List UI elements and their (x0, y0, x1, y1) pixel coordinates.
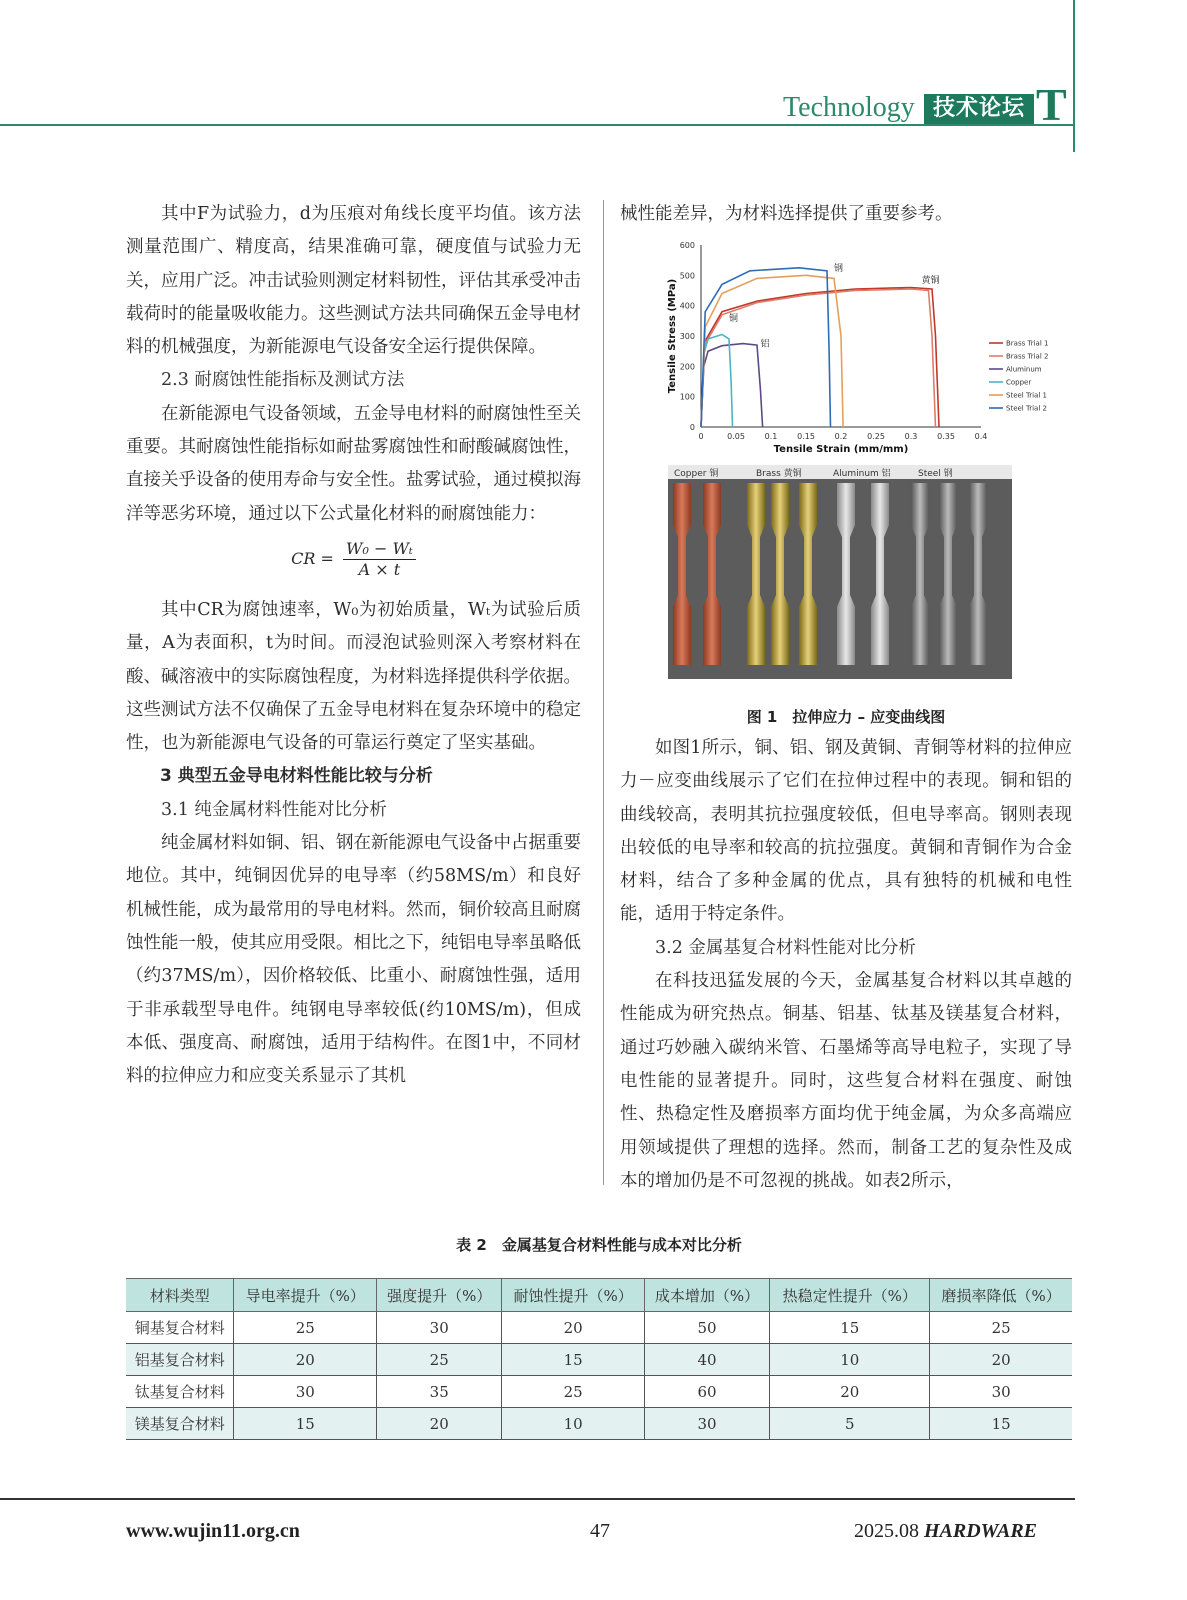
table-cell: 5 (770, 1408, 930, 1440)
table-header-cell: 导电率提升（%） (234, 1279, 377, 1312)
table-cell: 15 (234, 1408, 377, 1440)
section-heading: 2.3 耐腐蚀性能指标及测试方法 (161, 370, 405, 391)
formula-denominator: A × t (358, 559, 401, 579)
header-logo-letter: T (1036, 79, 1067, 130)
paragraph: 如图1所示，铜、铝、钢及黄铜、青铜等材料的拉伸应力－应变曲线展示了它们在拉伸过程中的表现。铜和铝的曲线较高，表明其抗拉强度较低，但电导率高。钢则表现出较低的电导率和较高的抗拉强度。黄铜和青铜作为合金材料，结合了多种金属的优点，具有独特的机械和电性能，适用于特定条件。 (620, 738, 1072, 925)
table-cell: 钛基复合材料 (126, 1376, 234, 1408)
table-cell: 30 (930, 1376, 1072, 1408)
x-tick-label: 0 (698, 432, 704, 441)
photo-label-steel: Steel 钢 (918, 469, 953, 479)
header-category-badge: 技术论坛 (924, 94, 1034, 124)
table-header-cell: 耐蚀性提升（%） (502, 1279, 645, 1312)
formula-lhs: CR = (291, 548, 334, 568)
table-header-cell: 材料类型 (126, 1279, 234, 1312)
table-cell: 铝基复合材料 (126, 1344, 234, 1376)
table-cell: 20 (234, 1344, 377, 1376)
table-cell: 20 (770, 1376, 930, 1408)
table-cell: 30 (377, 1312, 502, 1344)
legend-label: Steel Trial 1 (1006, 391, 1047, 400)
footer-brand: HARDWARE (924, 1520, 1037, 1542)
header-vertical-rule (1073, 0, 1075, 152)
y-tick-label: 0 (689, 423, 695, 432)
table-cell: 25 (377, 1344, 502, 1376)
stress-strain-chart (655, 230, 1055, 462)
table-cell: 35 (377, 1376, 502, 1408)
chart-annotation: 钢 (834, 263, 844, 274)
footer-issue: 2025.08 (854, 1520, 919, 1542)
footer-rule (0, 1498, 1075, 1500)
x-tick-label: 0.15 (797, 432, 815, 441)
table-cell: 10 (770, 1344, 930, 1376)
table-caption: 表 2 金属基复合材料性能与成本对比分析 (456, 1236, 742, 1254)
chart-annotation: 黄铜 (921, 275, 940, 286)
legend-label: Brass Trial 2 (1006, 352, 1049, 361)
table-header-cell: 磨损率降低（%） (930, 1279, 1072, 1312)
table-cell: 15 (502, 1344, 645, 1376)
x-tick-label: 0.4 (974, 432, 988, 441)
chart-annotation: 铜 (729, 313, 739, 324)
y-tick-label: 300 (679, 332, 695, 341)
tensile-specimens-photo (668, 465, 1012, 679)
table-cell: 60 (644, 1376, 769, 1408)
paragraph: 其中F为试验力，d为压痕对角线长度平均值。该方法测量范围广、精度高，结果准确可靠，硬度值与试验力无关，应用广泛。冲击试验则测定材料韧性，评估其承受冲击载荷时的能量吸收能力。这些测试方法共同确保五金导电材料的机械强度，为新能源电气设备安全运行提供保障。 (126, 204, 581, 358)
photo-label-copper: Copper 铜 (674, 469, 719, 479)
header-rule (0, 124, 1075, 126)
table-header-row (126, 1279, 1072, 1312)
composite-comparison-table (126, 1278, 1072, 1440)
y-tick-label: 600 (679, 241, 695, 250)
series-line-brass-trial-2 (701, 289, 936, 427)
table-cell: 10 (502, 1408, 645, 1440)
table-cell: 铜基复合材料 (126, 1312, 234, 1344)
x-tick-label: 0.35 (937, 432, 955, 441)
section-heading: 3.2 金属基复合材料性能对比分析 (655, 937, 916, 958)
y-tick-label: 400 (679, 301, 695, 311)
y-axis-label: Tensile Stress (MPa) (667, 278, 678, 394)
page-number: 47 (590, 1520, 610, 1542)
column-divider (603, 200, 604, 1185)
right-column-top (620, 198, 1072, 231)
corrosion-rate-formula (126, 531, 581, 594)
footer-url: www.wujin11.org.cn (126, 1520, 300, 1542)
x-tick-label: 0.3 (904, 432, 918, 441)
chart-annotation: 铝 (760, 339, 770, 350)
table-cell: 15 (930, 1408, 1072, 1440)
figure-caption: 图 1 拉伸应力 – 应变曲线图 (746, 708, 946, 726)
legend-label: Steel Trial 2 (1006, 404, 1047, 413)
x-tick-label: 0.1 (764, 432, 778, 441)
paragraph: 其中CR为腐蚀速率，W₀为初始质量，Wₜ为试验后质量，A为表面积，t为时间。而浸泡试验则深入考察材料在酸、碱溶液中的实际腐蚀程度，为材料选择提供科学依据。这些测试方法不仅确保了五金导电材料在复杂环境中的稳定性，也为新能源电气设备的可靠运行奠定了坚实基础。 (126, 599, 581, 754)
left-column (126, 198, 581, 1093)
right-column-bottom (620, 732, 1072, 1198)
table-cell: 50 (644, 1312, 769, 1344)
y-tick-label: 100 (679, 392, 695, 402)
table-cell: 15 (770, 1312, 930, 1344)
table-header-cell: 热稳定性提升（%） (770, 1279, 930, 1312)
table-row (126, 1376, 1072, 1408)
specimens-illustration (668, 465, 1012, 679)
photo-label-brass: Brass 黄铜 (756, 469, 802, 479)
legend-label: Aluminum (1006, 365, 1042, 374)
table-cell: 40 (644, 1344, 769, 1376)
table-cell: 25 (930, 1312, 1072, 1344)
table-cell: 20 (502, 1312, 645, 1344)
series-line-brass-trial-1 (701, 288, 939, 428)
section-heading: 3 典型五金导电材料性能比较与分析 (160, 766, 433, 787)
table-body (126, 1312, 1072, 1440)
table-cell: 25 (502, 1376, 645, 1408)
paragraph: 械性能差异，为材料选择提供了重要参考。 (620, 204, 953, 224)
x-tick-label: 0.05 (727, 432, 745, 441)
paragraph: 在科技迅猛发展的今天，金属基复合材料以其卓越的性能成为研究热点。铜基、铝基、钛基及镁基复合材料，通过巧妙融入碳纳米管、石墨烯等高导电粒子，实现了导电性能的显著提升。同时，这些复合材料在强度、耐蚀性、热稳定性及磨损率方面均优于纯金属，为众多高端应用领域提供了理想的选择。然而，制备工艺的复杂性及成本的增加仍是不可忽视的挑战。如表2所示， (620, 971, 1072, 1191)
header-section-title: Technology (783, 92, 915, 123)
x-tick-label: 0.2 (834, 432, 848, 441)
y-tick-label: 200 (679, 362, 695, 372)
table-header-cell: 成本增加（%） (644, 1279, 769, 1312)
table-cell: 25 (234, 1312, 377, 1344)
table-cell: 30 (234, 1376, 377, 1408)
section-heading: 3.1 纯金属材料性能对比分析 (161, 799, 387, 820)
table-header-cell: 强度提升（%） (377, 1279, 502, 1312)
paragraph: 纯金属材料如铜、铝、钢在新能源电气设备中占据重要地位。其中，纯铜因优异的电导率（约58MS/m）和良好机械性能，成为最常用的导电材料。然而，铜价较高且耐腐蚀性能一般，使其应用受限。相比之下，纯铝电导率虽略低（约37MS/m），因价格较低、比重小、耐腐蚀性强，适用于非承载型导电件。纯钢电导率较低(约10MS/m)，但成本低、强度高、耐腐蚀，适用于结构件。在图1中，不同材料的拉伸应力和应变关系显示了其机 (126, 833, 581, 1087)
legend-label: Copper (1006, 378, 1032, 387)
table-cell: 镁基复合材料 (126, 1408, 234, 1440)
x-tick-label: 0.25 (867, 432, 885, 441)
table-cell: 20 (930, 1344, 1072, 1376)
photo-label-aluminum: Aluminum 铝 (833, 469, 891, 479)
x-axis-label: Tensile Strain (mm/mm) (773, 444, 909, 455)
paragraph: 在新能源电气设备领域，五金导电材料的耐腐蚀性至关重要。其耐腐蚀性能指标如耐盐雾腐蚀性和耐酸碱腐蚀性，直接关乎设备的使用寿命与安全性。盐雾试验，通过模拟海洋等恶劣环境，通过以下公式量化材料的耐腐蚀能力： (126, 403, 581, 524)
y-tick-label: 500 (679, 271, 695, 281)
legend-label: Brass Trial 1 (1006, 339, 1049, 348)
table-row (126, 1312, 1072, 1344)
table-row (126, 1408, 1072, 1440)
table-row (126, 1344, 1072, 1376)
formula-numerator: W₀ − Wₜ (343, 539, 416, 560)
table-cell: 30 (644, 1408, 769, 1440)
table-cell: 20 (377, 1408, 502, 1440)
